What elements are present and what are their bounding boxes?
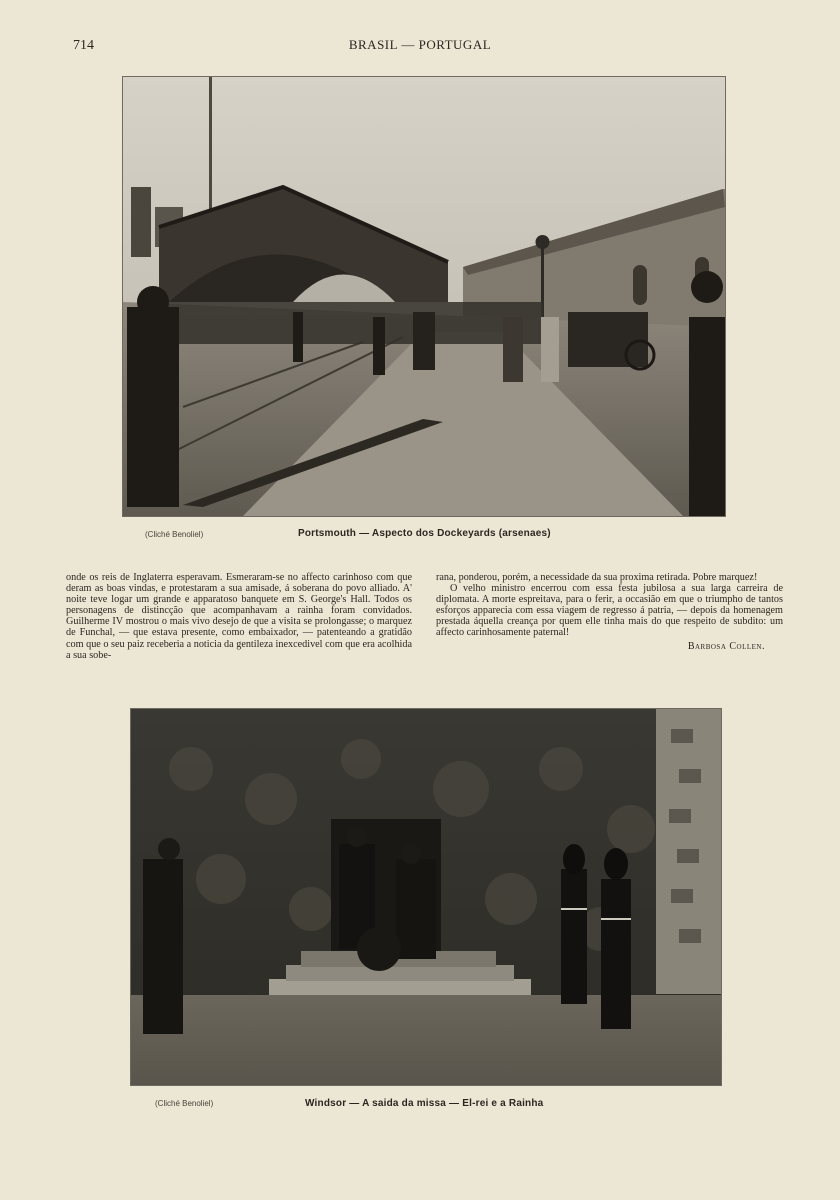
running-head: BRASIL — PORTUGAL [348, 37, 492, 52]
article-signature: Barbosa Collen. [687, 640, 765, 652]
photo-credit-windsor: (Cliché Benoliel) [155, 1099, 214, 1108]
photo-windsor-image [131, 709, 721, 1085]
caption-portsmouth: Portsmouth — Aspecto dos Dockeyards (arsenaes) [298, 528, 551, 539]
photo-portsmouth-image [123, 77, 725, 516]
article-column-right [436, 572, 783, 652]
photo-windsor-mass [130, 708, 722, 1086]
photo-credit-portsmouth: (Cliché Benoliel) [145, 530, 204, 539]
page-number: 714 [73, 38, 94, 53]
article-paragraph-right-1: rana, ponderou, porém, a necessidade da sua proxima retirada. Pobre marquez! [436, 572, 758, 583]
caption-windsor: Windsor — A saida da missa — El-rei e a Rainha [305, 1098, 544, 1109]
article-paragraph-right-2: O velho ministro encerrou com essa festa jubilosa a sua larga carreira de diplomata. A morte espreitava, para o ferir, a occasião em que o triumpho de tantos esforços apparecia com essa viagem de regresso á patria, — depois da homenagem prestada áquella creança por quem elle tinha mais do que respeito de subdito: um affecto carinhosamente paternal! [436, 583, 783, 639]
article-paragraph-left: onde os reis de Inglaterra esperavam. Esmeraram-se no affecto carinhoso com que deram as boas vindas, e protestaram a sua amisade, á soberana do povo alliado. A' noite teve logar um grande e apparatoso banquete em S. George's Hall. Todos os personagens de distincção que acompanhavam a rainha foram convidados. Guilherme IV mostrou o mais vivo desejo de que a visita se prolongasse; o marquez de Funchal, — que estava presente, como embaixador, — patenteando a gratidão com que o seu paiz receberia a noticia da gentileza inexcedivel com que era acolhida a sua sobe- [66, 572, 412, 661]
article-column-left [66, 572, 412, 661]
photo-portsmouth-dockyards [122, 76, 726, 517]
